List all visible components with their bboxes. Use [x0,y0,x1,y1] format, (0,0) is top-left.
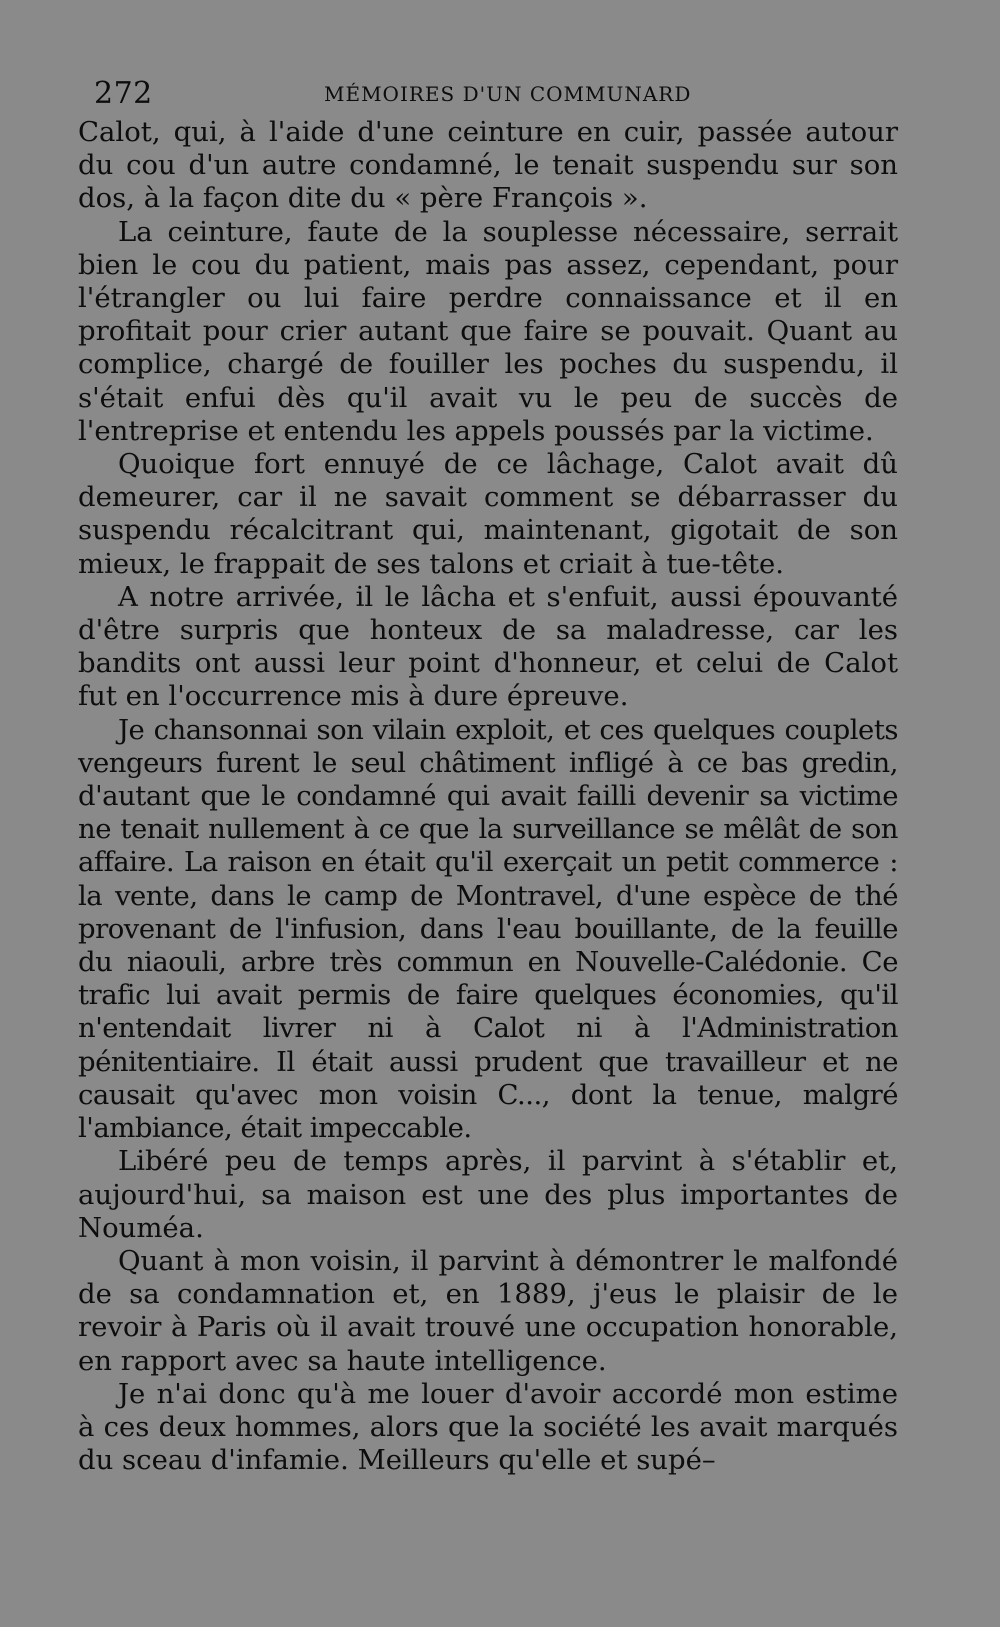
book-page [78,60,898,1477]
paragraph-7: Quant à mon voisin, il parvint à démontrer le malfondé de sa condamnation et, en 1889, j'eus le plaisir de le revoir à Paris où il avait trouvé une occupation honorable, en rapport avec sa haute intelligence. [78,1244,898,1377]
paragraph-3: Quoique fort ennuyé de ce lâchage, Calot avait dû demeurer, car il ne savait comment se débarrasser du suspendu récalcitrant qui, maintenant, gigotait de son mieux, le frappait de ses talons et criait à tue-tête. [78,448,898,580]
paragraph-4: A notre arrivée, il le lâcha et s'enfuit, aussi épouvanté d'être surpris que honteux de sa maladresse, car les bandits ont aussi leur point d'honneur, et celui de Calot fut en l'occurrence mis à dure épreuve. [78,580,898,713]
paragraph-5: Je chansonnai son vilain exploit, et ces quelques couplets vengeurs furent le seul châtiment infligé à ce bas gredin, d'autant que le condamné qui avait failli devenir sa victime ne tenait nullement à ce que la surveillance se mêlât de son affaire. La raison en était qu'il exerçait un petit commerce : la vente, dans le camp de Montravel, d'une espèce de thé provenant de l'infusion, dans l'eau bouillante, de la feuille du niaouli, arbre très commun en Nouvelle-Calédonie. Ce trafic lui avait permis de faire quelques économies, qu'il n'entendait livrer ni à Calot ni à l'Administration pénitentiaire. Il était aussi prudent que travailleur et ne causait qu'avec mon voisin C..., dont la tenue, malgré l'ambiance, était impeccable. [78,713,898,1145]
running-title: MÉMOIRES D'UN COMMUNARD [324,82,692,106]
paragraph-8: Je n'ai donc qu'à me louer d'avoir accordé mon estime à ces deux hommes, alors que la société les avait marqués du sceau d'infamie. Meilleurs qu'elle et supé– [78,1377,898,1477]
paragraph-1: Calot, qui, à l'aide d'une ceinture en cuir, passée autour du cou d'un autre condamné, le tenait suspendu sur son dos, à la façon dite du « père François ». [78,116,898,215]
page-number: 272 [94,76,153,111]
running-head [78,60,898,110]
paragraph-6: Libéré peu de temps après, il parvint à s'établir et, aujourd'hui, sa maison est une des plus importantes de Nouméa. [78,1145,898,1244]
paragraph-2: La ceinture, faute de la souplesse nécessaire, serrait bien le cou du patient, mais pas assez, cependant, pour l'étrangler ou lui faire perdre connaissance et il en profitait pour crier autant que faire se pouvait. Quant au complice, chargé de fouiller les poches du suspendu, il s'était enfui dès qu'il avait vu le peu de succès de l'entreprise et entendu les appels poussés par la victime. [78,215,898,447]
body-text [78,116,898,1477]
